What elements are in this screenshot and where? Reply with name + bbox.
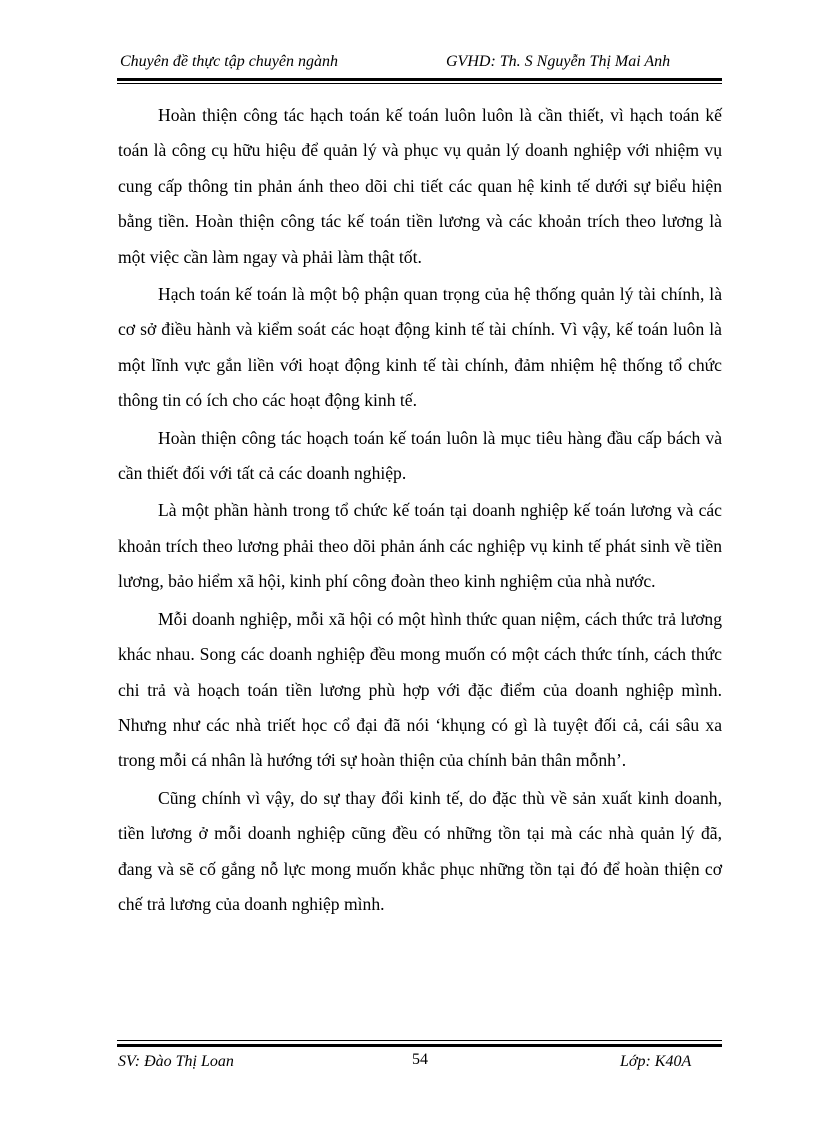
report-title: Chuyên đề thực tập chuyên ngành (120, 53, 338, 70)
advisor-name: GVHD: Th. S Nguyễn Thị Mai Anh (446, 53, 671, 70)
header-rule-thick (117, 78, 722, 81)
paragraph-6: Cũng chính vì vậy, do sự thay đổi kinh tế, do đặc thù về sản xuất kinh doanh, tiền lương ở mỗi doanh nghiệp cũng đều có những tồn tại mà các nhà quản lý đã, đang và sẽ cố gắng nỗ lực mong muốn khắc phục những tồn tại đó để hoàn thiện cơ chế trả lương của doanh nghiệp mình. (118, 787, 722, 914)
page-number: 54 (412, 1051, 428, 1068)
body-text (118, 98, 722, 924)
class-name: Lớp: K40A (620, 1053, 692, 1070)
paragraph-1: Hoàn thiện công tác hạch toán kế toán luôn luôn là cần thiết, vì hạch toán kế toán là công cụ hữu hiệu để quản lý và phục vụ quản lý doanh nghiệp với nhiệm vụ cung cấp thông tin phản ánh theo dõi chi tiết các quan hệ kinh tế dưới sự biểu hiện bằng tiền. Hoàn thiện công tác kế toán tiền lương và các khoản trích theo lương là một việc cần làm ngay và phải làm thật tốt. (118, 105, 722, 267)
page-header (118, 50, 722, 76)
paragraph-5: Mỗi doanh nghiệp, mỗi xã hội có một hình thức quan niệm, cách thức trả lương khác nhau. Song các doanh nghiệp đều mong muốn có một cách thức tính, cách thức chi trả và hoạch toán tiền lương phù hợp với đặc điểm của doanh nghiệp mình. Nhưng như các nhà triết học cổ đại đã nói ‘khụng có gì là tuyệt đối cả, cái sâu xa trong mỗi cá nhân là hướng tới sự hoàn thiện của chính bản thân mỗnh’. (118, 608, 722, 771)
paragraph-2: Hạch toán kế toán là một bộ phận quan trọng của hệ thống quản lý tài chính, là cơ sở điều hành và kiểm soát các hoạt động kinh tế tài chính. Vì vậy, kế toán luôn là một lĩnh vực gắn liền với hoạt động kinh tế tài chính, đảm nhiệm hệ thống tổ chức thông tin có ích cho các hoạt động kinh tế. (118, 284, 722, 411)
page-footer (118, 1050, 722, 1074)
student-name: SV: Đào Thị Loan (118, 1053, 234, 1070)
header-rule-thin (117, 83, 722, 84)
paragraph-4: Là một phần hành trong tổ chức kế toán tại doanh nghiệp kế toán lương và các khoản trích theo lương phải theo dõi phản ánh các nghiệp vụ kinh tế phát sinh về tiền lương, bảo hiểm xã hội, kinh phí công đoàn theo kinh nghiệm của nhà nước. (118, 500, 722, 592)
footer-rule-thick (117, 1044, 722, 1047)
footer-rule-thin (117, 1040, 722, 1041)
paragraph-3: Hoàn thiện công tác hoạch toán kế toán luôn là mục tiêu hàng đầu cấp bách và cần thiết đối với tất cả các doanh nghiệp. (118, 427, 722, 484)
